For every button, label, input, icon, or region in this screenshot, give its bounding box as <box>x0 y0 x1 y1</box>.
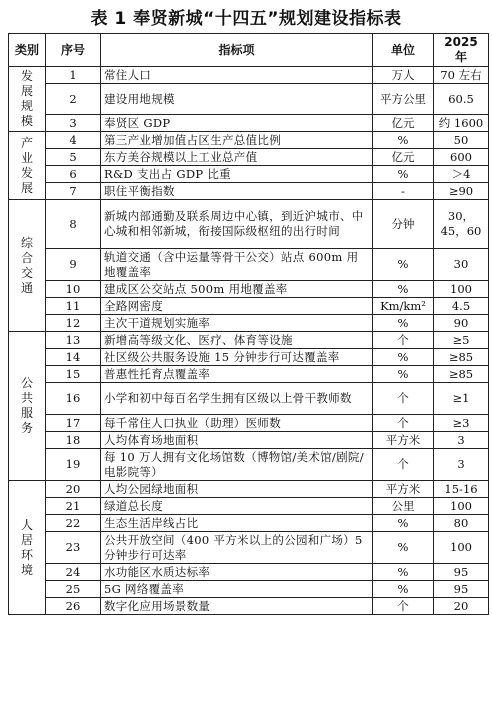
table-row <box>9 366 489 383</box>
table-row <box>9 532 489 564</box>
unit-cell: % <box>373 249 434 281</box>
indicator-name: 人均体育场地面积 <box>101 432 373 449</box>
unit-cell: 平方米 <box>373 481 434 498</box>
table-row <box>9 481 489 498</box>
indicator-name: 建设用地规模 <box>101 84 373 115</box>
row-number: 12 <box>46 315 101 332</box>
header-category: 类别 <box>9 34 46 67</box>
category-cell <box>9 200 46 332</box>
table-row <box>9 132 489 149</box>
indicator-table <box>8 33 489 615</box>
unit-cell: % <box>373 564 434 581</box>
row-number: 15 <box>46 366 101 383</box>
category-char: 合 <box>20 250 33 265</box>
category-char: 发 <box>20 165 33 180</box>
target-value: 600 <box>434 149 489 166</box>
unit-cell: 个 <box>373 383 434 415</box>
target-value: 100 <box>434 498 489 515</box>
row-number: 16 <box>46 383 101 415</box>
unit-cell: % <box>373 366 434 383</box>
unit-cell: % <box>373 515 434 532</box>
row-number: 21 <box>46 498 101 515</box>
unit-cell: 公里 <box>373 498 434 515</box>
table-row <box>9 67 489 84</box>
row-number: 13 <box>46 332 101 349</box>
table-row <box>9 349 489 366</box>
category-char: 发 <box>20 69 33 83</box>
row-number: 22 <box>46 515 101 532</box>
unit-cell: % <box>373 281 434 298</box>
table-row <box>9 449 489 481</box>
target-value: 30，45，60 <box>434 200 489 249</box>
indicator-name: 小学和初中每百名学生拥有区级以上骨干教师数 <box>101 383 373 415</box>
row-number: 17 <box>46 415 101 432</box>
row-number: 1 <box>46 67 101 84</box>
target-value: ≥5 <box>434 332 489 349</box>
target-value: ≥1 <box>434 383 489 415</box>
target-value: 50 <box>434 132 489 149</box>
unit-cell: 平方米 <box>373 432 434 449</box>
category-char: 展 <box>20 84 33 98</box>
category-char: 公 <box>20 376 33 390</box>
target-value: ＞4 <box>434 166 489 183</box>
table-row <box>9 281 489 298</box>
indicator-name: 公共开放空间（400 平方米以上的公园和广场）5 分钟步行可达率 <box>101 532 373 564</box>
row-number: 7 <box>46 183 101 200</box>
unit-cell: 亿元 <box>373 115 434 132</box>
row-number: 18 <box>46 432 101 449</box>
category-char: 服 <box>20 406 33 420</box>
category-char: 模 <box>20 114 33 128</box>
row-number: 3 <box>46 115 101 132</box>
unit-cell: % <box>373 581 434 598</box>
table-row <box>9 84 489 115</box>
target-value: ≥85 <box>434 349 489 366</box>
category-char: 产 <box>20 135 33 150</box>
indicator-name: 每 10 万人拥有文化场馆数（博物馆/美术馆/剧院/电影院等） <box>101 449 373 481</box>
target-value: 3 <box>434 432 489 449</box>
table-row <box>9 183 489 200</box>
indicator-name: 绿道总长度 <box>101 498 373 515</box>
target-value: 60.5 <box>434 84 489 115</box>
unit-cell: 分钟 <box>373 200 434 249</box>
row-number: 5 <box>46 149 101 166</box>
indicator-name: 水功能区水质达标率 <box>101 564 373 581</box>
table-row <box>9 598 489 615</box>
unit-cell: 平方公里 <box>373 84 434 115</box>
indicator-name: 人均公园绿地面积 <box>101 481 373 498</box>
table-row <box>9 115 489 132</box>
indicator-name: 普惠性托育点覆盖率 <box>101 366 373 383</box>
indicator-name: 主次干道规划实施率 <box>101 315 373 332</box>
table-row <box>9 432 489 449</box>
category-char: 综 <box>20 235 33 250</box>
target-value: 4.5 <box>434 298 489 315</box>
target-value: ≥90 <box>434 183 489 200</box>
target-value: 100 <box>434 281 489 298</box>
category-char: 务 <box>20 421 33 435</box>
category-char: 业 <box>20 150 33 165</box>
unit-cell: 万人 <box>373 67 434 84</box>
indicator-name: R&D 支出占 GDP 比重 <box>101 166 373 183</box>
header-target: 2025 年 <box>434 34 489 67</box>
indicator-name: 轨道交通（含中运量等骨干公交）站点 600m 用地覆盖率 <box>101 249 373 281</box>
indicator-name: 职住平衡指数 <box>101 183 373 200</box>
target-value: 约 1600 <box>434 115 489 132</box>
target-value: 95 <box>434 564 489 581</box>
indicator-name: 全路网密度 <box>101 298 373 315</box>
unit-cell: % <box>373 132 434 149</box>
category-cell <box>9 481 46 615</box>
header-no: 序号 <box>46 34 101 67</box>
table-title: 表 1 奉贤新城“十四五”规划建设指标表 <box>90 9 402 29</box>
table-row <box>9 332 489 349</box>
row-number: 23 <box>46 532 101 564</box>
indicator-name: 奉贤区 GDP <box>101 115 373 132</box>
table-row <box>9 415 489 432</box>
unit-cell: Km/km² <box>373 298 434 315</box>
row-number: 19 <box>46 449 101 481</box>
indicator-name: 社区级公共服务设施 15 分钟步行可达覆盖率 <box>101 349 373 366</box>
indicator-name: 新城内部通勤及联系周边中心镇，到近沪城市、中心城和相邻新城，衔接国际级枢纽的出行时间 <box>101 200 373 249</box>
row-number: 8 <box>46 200 101 249</box>
category-cell <box>9 332 46 481</box>
unit-cell: - <box>373 183 434 200</box>
table-row <box>9 166 489 183</box>
target-value: 3 <box>434 449 489 481</box>
target-value: ≥85 <box>434 366 489 383</box>
target-value: 20 <box>434 598 489 615</box>
row-number: 9 <box>46 249 101 281</box>
category-char: 人 <box>20 517 33 532</box>
table-row <box>9 581 489 598</box>
category-char: 展 <box>20 180 33 195</box>
table-row <box>9 298 489 315</box>
indicator-name: 每千常住人口执业（助理）医师数 <box>101 415 373 432</box>
target-value: 80 <box>434 515 489 532</box>
category-char: 共 <box>20 391 33 405</box>
row-number: 4 <box>46 132 101 149</box>
target-value: 95 <box>434 581 489 598</box>
category-char: 交 <box>20 265 33 280</box>
row-number: 6 <box>46 166 101 183</box>
table-row <box>9 315 489 332</box>
row-number: 14 <box>46 349 101 366</box>
unit-cell: 个 <box>373 598 434 615</box>
row-number: 11 <box>46 298 101 315</box>
row-number: 25 <box>46 581 101 598</box>
table-row <box>9 149 489 166</box>
unit-cell: % <box>373 349 434 366</box>
row-number: 26 <box>46 598 101 615</box>
unit-cell: % <box>373 315 434 332</box>
indicator-name: 生态生活岸线占比 <box>101 515 373 532</box>
table-row <box>9 515 489 532</box>
row-number: 2 <box>46 84 101 115</box>
unit-cell: % <box>373 166 434 183</box>
row-number: 10 <box>46 281 101 298</box>
indicator-name: 第三产业增加值占区生产总值比例 <box>101 132 373 149</box>
unit-cell: % <box>373 532 434 564</box>
target-value: ≥3 <box>434 415 489 432</box>
indicator-name: 新增高等级文化、医疗、体育等设施 <box>101 332 373 349</box>
row-number: 20 <box>46 481 101 498</box>
category-cell <box>9 132 46 200</box>
indicator-name: 数字化应用场景数量 <box>101 598 373 615</box>
table-body <box>9 67 489 615</box>
table-row <box>9 383 489 415</box>
target-value: 30 <box>434 249 489 281</box>
row-number: 24 <box>46 564 101 581</box>
header-unit: 单位 <box>373 34 434 67</box>
indicator-name: 5G 网络覆盖率 <box>101 581 373 598</box>
indicator-name: 东方美谷规模以上工业总产值 <box>101 149 373 166</box>
category-char: 境 <box>20 562 33 577</box>
category-char: 居 <box>20 532 33 547</box>
target-value: 70 左右 <box>434 67 489 84</box>
target-value: 90 <box>434 315 489 332</box>
indicator-name: 建成区公交站点 500m 用地覆盖率 <box>101 281 373 298</box>
unit-cell: 亿元 <box>373 149 434 166</box>
table-row <box>9 564 489 581</box>
category-char: 规 <box>20 99 33 113</box>
unit-cell: 个 <box>373 449 434 481</box>
table-row <box>9 200 489 249</box>
table-row <box>9 498 489 515</box>
unit-cell: 个 <box>373 332 434 349</box>
category-cell <box>9 67 46 132</box>
table-row <box>9 249 489 281</box>
header-row <box>9 34 489 67</box>
indicator-name: 常住人口 <box>101 67 373 84</box>
target-value: 100 <box>434 532 489 564</box>
target-value: 15-16 <box>434 481 489 498</box>
unit-cell: 个 <box>373 415 434 432</box>
category-char: 通 <box>20 280 33 295</box>
category-char: 环 <box>20 547 33 562</box>
header-item: 指标项 <box>101 34 373 67</box>
